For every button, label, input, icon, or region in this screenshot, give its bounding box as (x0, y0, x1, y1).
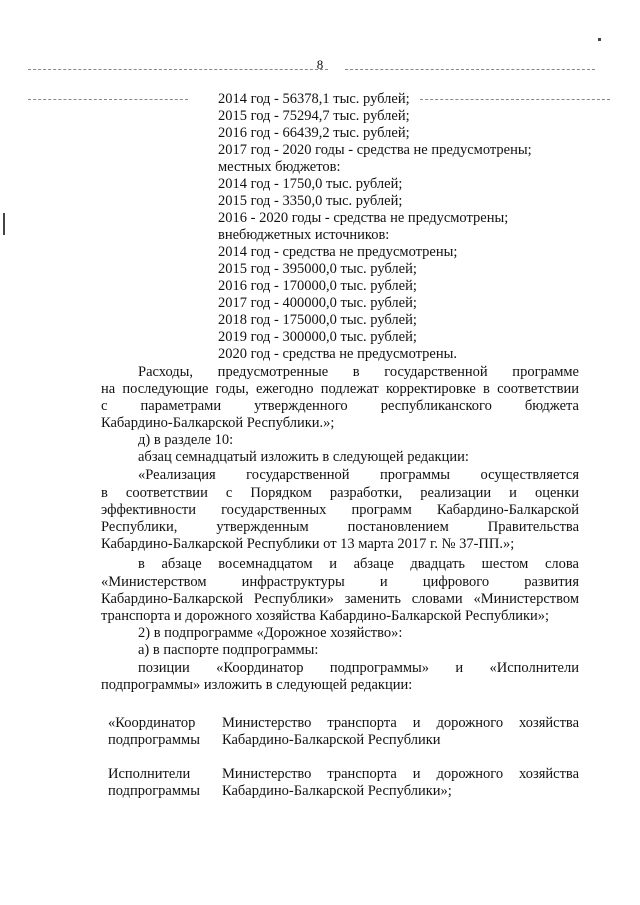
scan-line-second (28, 99, 188, 100)
table-row-value (222, 715, 579, 749)
funding-line: местных бюджетов: (218, 159, 341, 175)
funding-line: 2016 - 2020 годы - средства не предусмотрены; (218, 210, 509, 226)
body-line: транспорта и дорожного хозяйства Кабардино-Балкарской Республики»; (101, 608, 550, 624)
page-number: 8 (316, 57, 324, 72)
body-line: подпрограммы» изложить в следующей редакции: (101, 677, 413, 693)
funding-line: 2015 год - 75294,7 тыс. рублей; (218, 108, 410, 124)
body-line: эффективности государственных программ Кабардино-Балкарской (101, 502, 579, 518)
body-line: в абзаце восемнадцатом и абзаце двадцать шестом слова (138, 556, 579, 572)
scan-line-second-right (420, 99, 610, 100)
funding-line: 2016 год - 66439,2 тыс. рублей; (218, 125, 410, 141)
body-line: «Министерством инфраструктуры и цифрового развития (101, 574, 579, 590)
label-line: Исполнители (108, 766, 191, 782)
body-line: Кабардино-Балкарской Республики» заменить словами «Министерством (101, 591, 579, 607)
body-line: Кабардино-Балкарской Республики.»; (101, 415, 335, 431)
scan-mark-left (3, 213, 5, 235)
label-line: «Координатор (108, 715, 196, 731)
funding-line: 2014 год - средства не предусмотрены; (218, 244, 458, 260)
funding-line: 2018 год - 175000,0 тыс. рублей; (218, 312, 417, 328)
funding-line: 2020 год - средства не предусмотрены. (218, 346, 457, 362)
body-line: 2) в подпрограмме «Дорожное хозяйство»: (138, 625, 403, 641)
table-row-coordinator (0, 715, 640, 755)
body-line: Республики, утвержденным постановлением Правительства (101, 519, 579, 535)
body-line: абзац семнадцатый изложить в следующей редакции: (138, 449, 469, 465)
body-line: на последующие годы, ежегодно подлежат корректировке в соответствии (101, 381, 579, 397)
scan-mark-dot (598, 38, 601, 41)
table-row-executors (0, 766, 640, 806)
body-line: д) в разделе 10: (138, 432, 234, 448)
table-row-label (108, 715, 218, 749)
label-line: подпрограммы (108, 732, 200, 748)
body-line: а) в паспорте подпрограммы: (138, 642, 319, 658)
value-line: Кабардино-Балкарской Республики»; (222, 783, 452, 799)
funding-line: 2015 год - 3350,0 тыс. рублей; (218, 193, 403, 209)
body-line: «Реализация государственной программы осуществляется (138, 467, 579, 483)
funding-line: 2017 год - 2020 годы - средства не предусмотрены; (218, 142, 532, 158)
funding-line: внебюджетных источников: (218, 227, 390, 243)
funding-line: 2016 год - 170000,0 тыс. рублей; (218, 278, 417, 294)
value-line: Министерство транспорта и дорожного хозяйства (222, 766, 579, 782)
body-line: Расходы, предусмотренные в государственной программе (138, 364, 579, 380)
table-row-label (108, 766, 218, 800)
body-line: позиции «Координатор подпрограммы» и «Исполнители (138, 660, 579, 676)
body-line: в соответствии с Порядком разработки, реализации и оценки (101, 485, 579, 501)
funding-line: 2017 год - 400000,0 тыс. рублей; (218, 295, 417, 311)
value-line: Министерство транспорта и дорожного хозяйства (222, 715, 579, 731)
funding-line: 2015 год - 395000,0 тыс. рублей; (218, 261, 417, 277)
body-line: с параметрами утвержденного республиканского бюджета (101, 398, 579, 414)
table-row-value (222, 766, 579, 800)
label-line: подпрограммы (108, 783, 200, 799)
funding-line: 2014 год - 56378,1 тыс. рублей; (218, 91, 410, 107)
funding-line: 2019 год - 300000,0 тыс. рублей; (218, 329, 417, 345)
value-line: Кабардино-Балкарской Республики (222, 732, 441, 748)
body-line: Кабардино-Балкарской Республики от 13 марта 2017 г. № 37-ПП.»; (101, 536, 515, 552)
funding-line: 2014 год - 1750,0 тыс. рублей; (218, 176, 403, 192)
